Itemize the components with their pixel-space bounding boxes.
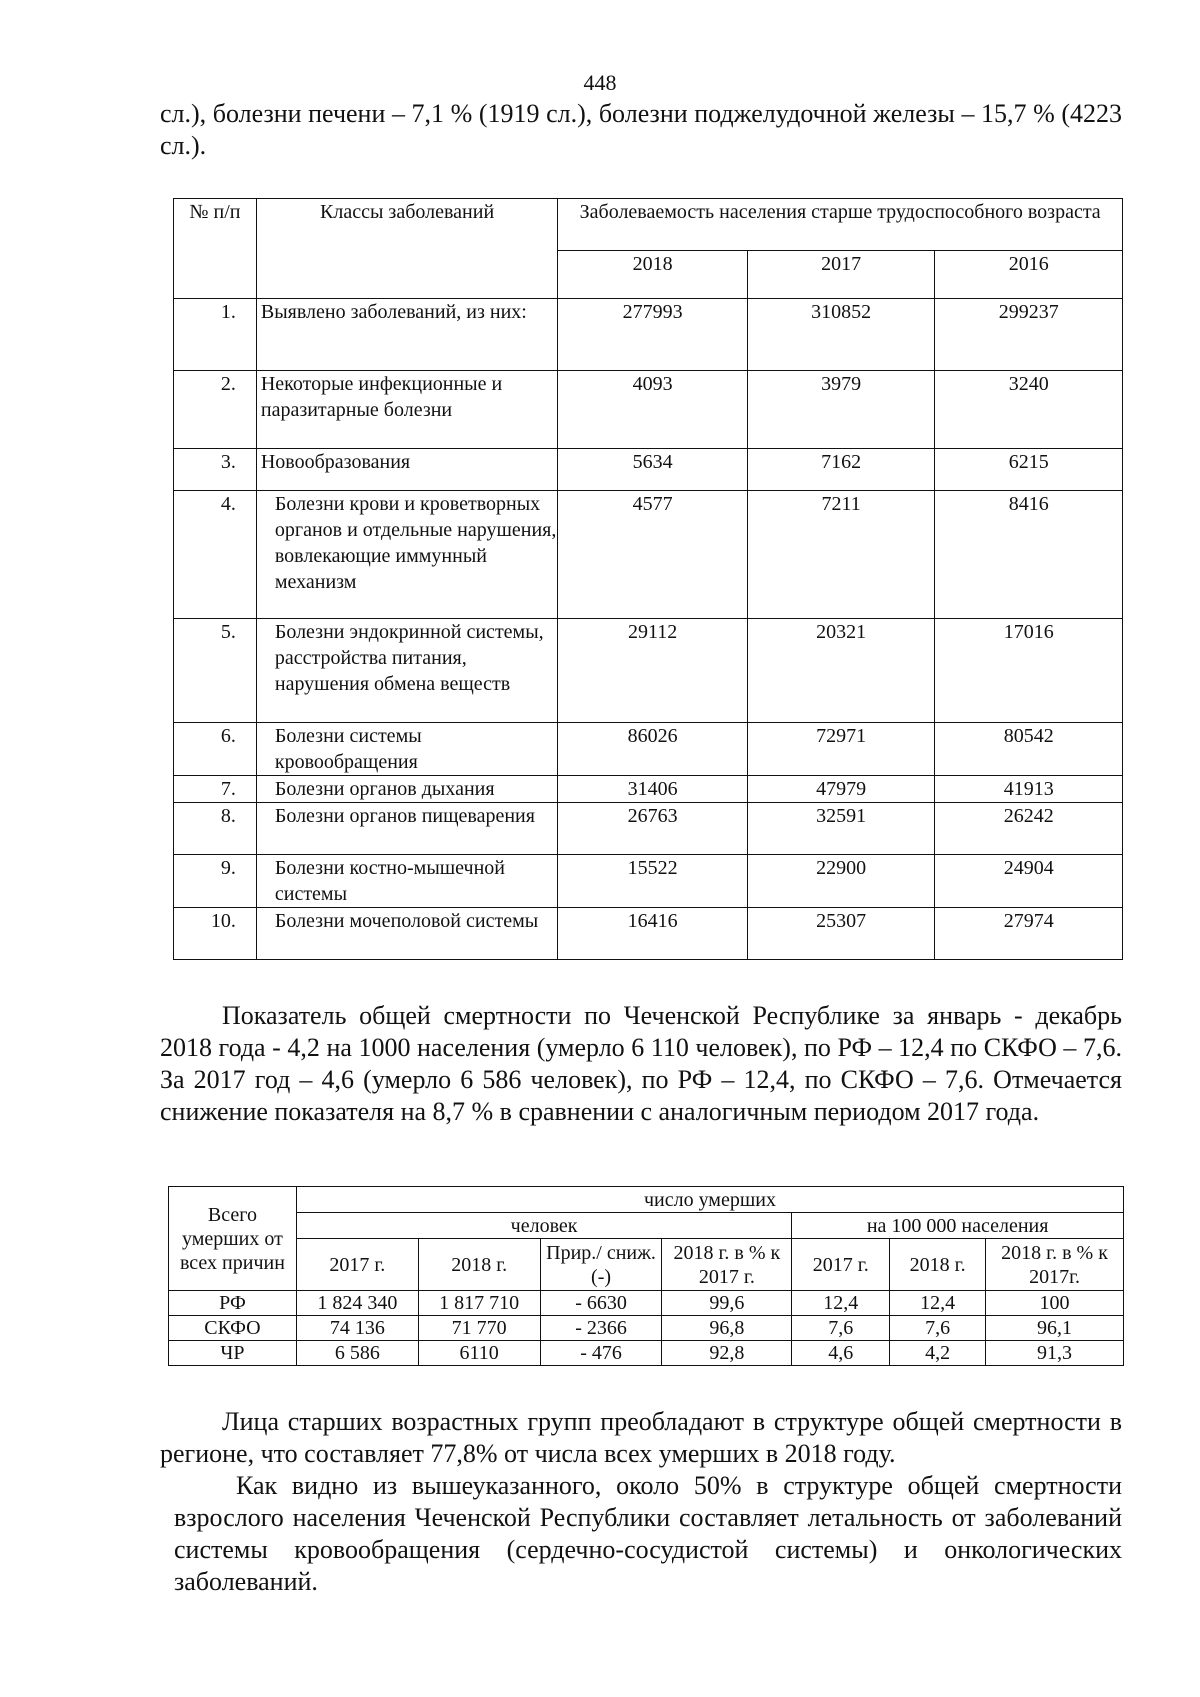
row-class: Болезни органов пищеварения [256,803,557,855]
row-value: 26763 [558,803,748,855]
region-cell: ЧР [169,1341,297,1366]
header-per100k: на 100 000 населения [792,1213,1124,1239]
header-class: Классы заболеваний [256,199,557,299]
table-row [174,619,1123,723]
value-cell: 1 817 710 [418,1291,540,1316]
table-row [169,1341,1124,1366]
value-cell: 4,2 [890,1341,986,1366]
header-col: 2018 г. в % к 2017г. [986,1239,1124,1291]
header-deaths: число умерших [296,1187,1123,1213]
table-row [174,803,1123,855]
page-number: 448 [583,70,617,95]
row-value: 6215 [935,449,1123,491]
row-value: 5634 [558,449,748,491]
row-number: 10. [174,908,257,960]
header-total: Всего умерших от всех причин [169,1187,297,1291]
row-class: Болезни крови и кроветворных органов и отдельные нарушения, вовлекающие иммунный механизм [256,491,557,619]
row-value: 32591 [747,803,935,855]
row-value: 7211 [747,491,935,619]
older-groups-paragraph: Лица старших возрастных групп преобладают в структуре общей смертности в регионе, что составляет 77,8% от числа всех умерших в 2018 году. [160,1407,1122,1468]
row-value: 41913 [935,776,1123,803]
mortality-table [168,1186,1124,1366]
header-col: Прир./ сниж. (-) [540,1239,662,1291]
row-class: Болезни эндокринной системы, расстройства питания, нарушения обмена веществ [256,619,557,723]
row-value: 277993 [558,299,748,371]
row-class: Новообразования [256,449,557,491]
row-number: 6. [174,723,257,776]
value-cell: 99,6 [662,1291,792,1316]
value-cell: 91,3 [986,1341,1124,1366]
header-col: 2017 г. [296,1239,418,1291]
conclusion-paragraph: Как видно из вышеуказанного, около 50% в структуре общей смертности взрослого населения Чеченской Республики составляет летальность от заболеваний системы кровообращения (сердечно-сосудистой системы) и онкологических заболеваний. [174,1471,1122,1596]
row-number: 9. [174,855,257,908]
row-value: 29112 [558,619,748,723]
table-row [174,491,1123,619]
row-class: Болезни мочеполовой системы [256,908,557,960]
value-cell: 12,4 [890,1291,986,1316]
value-cell: 12,4 [792,1291,890,1316]
header-year: 2016 [935,251,1123,299]
table-row [174,723,1123,776]
value-cell: 100 [986,1291,1124,1316]
value-cell: 7,6 [792,1316,890,1341]
row-value: 20321 [747,619,935,723]
row-value: 72971 [747,723,935,776]
value-cell: 7,6 [890,1316,986,1341]
row-value: 3979 [747,371,935,449]
row-value: 22900 [747,855,935,908]
intro-paragraph: сл.), болезни печени – 7,1 % (1919 сл.), болезни поджелудочной железы – 15,7 % (4223 сл.). [160,99,1122,160]
table-row [174,776,1123,803]
row-number: 3. [174,449,257,491]
row-class: Некоторые инфекционные и паразитарные болезни [256,371,557,449]
row-value: 299237 [935,299,1123,371]
row-number: 1. [174,299,257,371]
value-cell: 96,1 [986,1316,1124,1341]
value-cell: - 2366 [540,1316,662,1341]
row-value: 7162 [747,449,935,491]
row-value: 86026 [558,723,748,776]
table-row [174,908,1123,960]
row-class: Болезни системы кровообращения [256,723,557,776]
value-cell: 1 824 340 [296,1291,418,1316]
row-value: 17016 [935,619,1123,723]
row-number: 4. [174,491,257,619]
row-value: 24904 [935,855,1123,908]
table-row [174,371,1123,449]
value-cell: 92,8 [662,1341,792,1366]
row-value: 27974 [935,908,1123,960]
header-col: 2018 г. в % к 2017 г. [662,1239,792,1291]
table-row [174,299,1123,371]
row-value: 25307 [747,908,935,960]
header-year: 2017 [747,251,935,299]
row-class: Болезни органов дыхания [256,776,557,803]
value-cell: 71 770 [418,1316,540,1341]
row-value: 80542 [935,723,1123,776]
value-cell: 74 136 [296,1316,418,1341]
row-value: 47979 [747,776,935,803]
header-people: человек [296,1213,791,1239]
value-cell: 4,6 [792,1341,890,1366]
table-row [174,855,1123,908]
row-value: 26242 [935,803,1123,855]
row-value: 8416 [935,491,1123,619]
row-value: 4577 [558,491,748,619]
table-row [174,449,1123,491]
mortality-paragraph: Показатель общей смертности по Чеченской Республике за январь - декабрь 2018 года - 4,2 на 1000 населения (умерло 6 110 человек), по РФ – 12,4 по СКФО – 7,6. За 2017 год – 4,6 (умерло 6 586 человек), по РФ – 12,4, по СКФО – 7,6. Отмечается снижение показателя на 8,7 % в сравнении с аналогичным периодом 2017 года. [160,1001,1122,1126]
row-value: 16416 [558,908,748,960]
row-class: Болезни костно-мышечной системы [256,855,557,908]
row-class: Выявлено заболеваний, из них: [256,299,557,371]
row-value: 31406 [558,776,748,803]
header-number: № п/п [174,199,257,299]
row-value: 310852 [747,299,935,371]
row-number: 2. [174,371,257,449]
region-cell: СКФО [169,1316,297,1341]
row-value: 3240 [935,371,1123,449]
region-cell: РФ [169,1291,297,1316]
header-col: 2018 г. [418,1239,540,1291]
value-cell: 96,8 [662,1316,792,1341]
row-value: 4093 [558,371,748,449]
row-number: 8. [174,803,257,855]
value-cell: - 6630 [540,1291,662,1316]
row-value: 15522 [558,855,748,908]
row-number: 7. [174,776,257,803]
header-col: 2017 г. [792,1239,890,1291]
row-number: 5. [174,619,257,723]
table-row [169,1316,1124,1341]
table-row [169,1291,1124,1316]
value-cell: 6 586 [296,1341,418,1366]
morbidity-table [173,198,1123,960]
header-col: 2018 г. [890,1239,986,1291]
value-cell: - 476 [540,1341,662,1366]
header-year: 2018 [558,251,748,299]
header-group: Заболеваемость населения старше трудоспособного возраста [558,199,1123,251]
value-cell: 6110 [418,1341,540,1366]
